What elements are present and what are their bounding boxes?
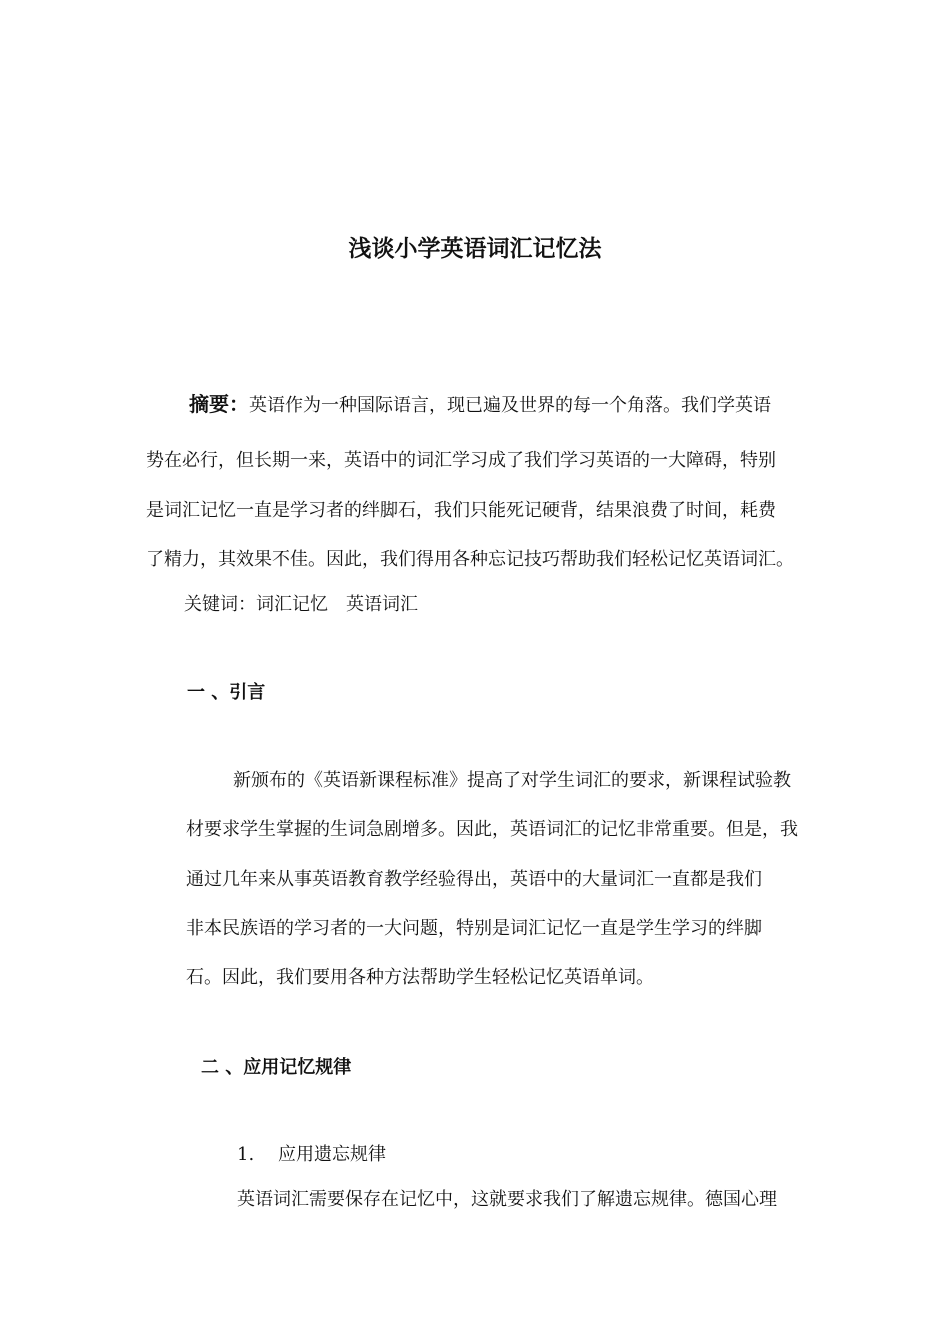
abstract-text-line: 势在必行，但长期一来，英语中的词汇学习成了我们学习英语的一大障碍，特别 bbox=[146, 450, 776, 471]
abstract-first-line bbox=[189, 392, 771, 418]
body-text-line: 石。因此，我们要用各种方法帮助学生轻松记忆英语单词。 bbox=[186, 967, 654, 988]
body-text-line: 英语词汇需要保存在记忆中，这就要求我们了解遗忘规律。德国心理 bbox=[237, 1189, 777, 1210]
section-heading: 二 、应用记忆规律 bbox=[201, 1057, 352, 1078]
body-text-line: 通过几年来从事英语教育教学经验得出，英语中的大量词汇一直都是我们 bbox=[186, 869, 762, 890]
keywords-label: 关键词： bbox=[184, 594, 256, 615]
document-title: 浅谈小学英语词汇记忆法 bbox=[348, 235, 602, 262]
abstract-text-line: 了精力，其效果不佳。因此，我们得用各种忘记技巧帮助我们轻松记忆英语词汇。 bbox=[146, 549, 794, 570]
abstract-text-line: 是词汇记忆一直是学习者的绊脚石，我们只能死记硬背，结果浪费了时间，耗费 bbox=[146, 500, 776, 521]
subsection-heading bbox=[237, 1143, 386, 1167]
body-text-line: 材要求学生掌握的生词急剧增多。因此，英语词汇的记忆非常重要。但是，我 bbox=[186, 819, 798, 840]
keywords-line bbox=[184, 593, 418, 617]
section-heading: 一 、引言 bbox=[187, 682, 266, 703]
subsection-number: 1. bbox=[237, 1144, 255, 1165]
body-text-line: 新颁布的《英语新课程标准》提高了对学生词汇的要求，新课程试验教 bbox=[233, 770, 791, 791]
subsection-title: 应用遗忘规律 bbox=[278, 1144, 386, 1165]
abstract-text-line: 英语作为一种国际语言，现已遍及世界的每一个角落。我们学英语 bbox=[249, 395, 771, 416]
keywords-value: 词汇记忆 英语词汇 bbox=[256, 594, 418, 615]
body-text-line: 非本民族语的学习者的一大问题，特别是词汇记忆一直是学生学习的绊脚 bbox=[186, 918, 762, 939]
abstract-label: 摘要： bbox=[189, 392, 249, 416]
